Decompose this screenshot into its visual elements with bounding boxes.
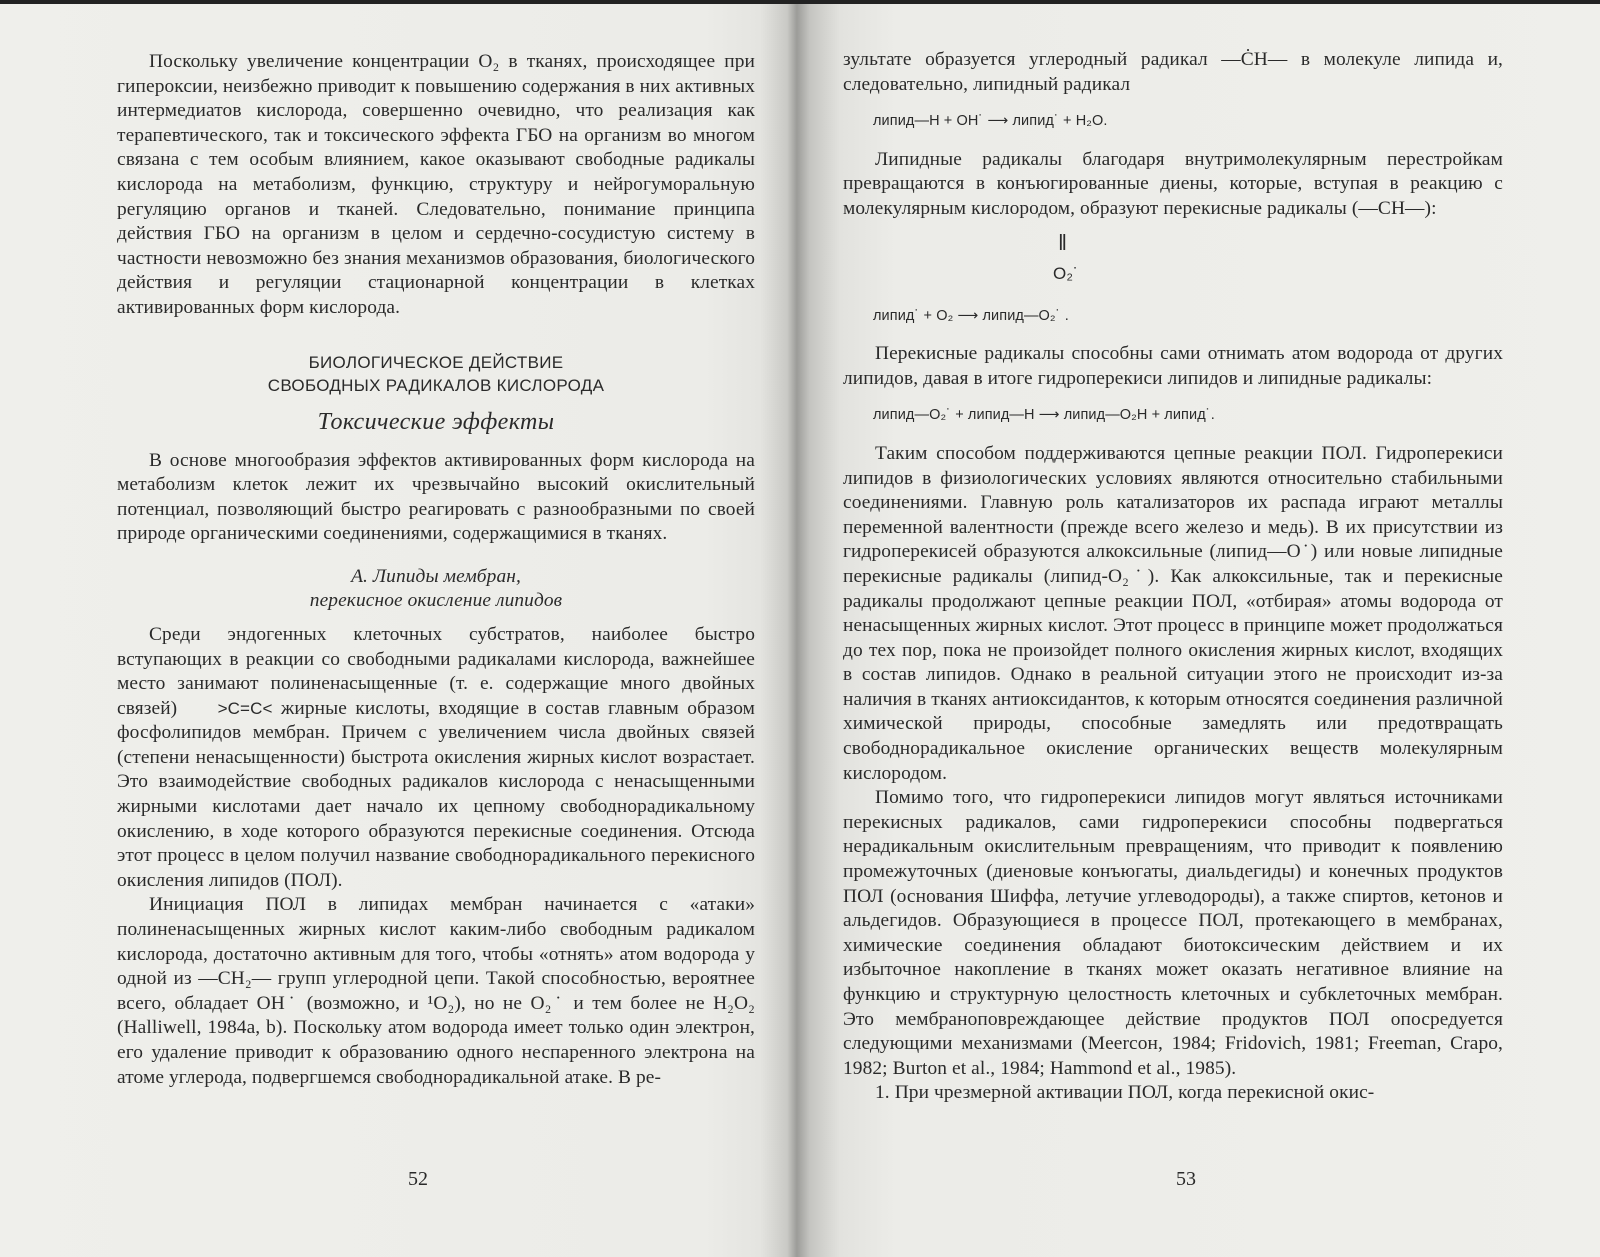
- double-bond-formula: >C=C<: [217, 698, 273, 718]
- right-page: [843, 48, 1503, 1106]
- section-heading-line: БИОЛОГИЧЕСКОЕ ДЕЙСТВИЕ: [308, 352, 564, 372]
- left-page: [117, 50, 755, 1090]
- paragraph: В основе многообразия эффектов активированных форм кислорода на метаболизм клеток лежит их чрезвычайно высокий окислительный потенциал, позволяющий быстро реагировать с разнообразными по своей природе органическими соединениями, содержащимися в тканях.: [117, 449, 755, 545]
- paragraph: Поскольку увеличение концентрации O₂ в тканях, происходящее при гипероксии, неизбежно приводит к повышению содержания в них активных интермедиатов кислорода, совершенно очевидно, что реализация как терапевтического, так и токсического эффекта ГБО на организм во многом связана с тем особым влиянием, какое оказывают свободные радикалы кислорода на метаболизм, функцию, структуру и нейрогуморальную регуляцию органов и тканей. Следовательно, понимание принципа действия ГБО на организм в целом и сердечно-сосудистую систему в частности невозможно без знания механизмов образования, биологического действия и регуляции стационарной концентрации в клетках активированных форм кислорода.: [117, 51, 755, 318]
- subsection-heading-line: перекисное окисление липидов: [309, 589, 563, 611]
- page-number: 52: [408, 1168, 428, 1190]
- equation: липид—H + OH˙ ⟶ липид˙ + H₂O.: [873, 113, 1108, 130]
- paragraph: Липидные радикалы благодаря внутримолекулярным перестройкам превращаются в конъюгированные диены, которые, вступая в реакцию с молекулярным кислородом, образуют перекисные радикалы (—CH—):: [843, 148, 1503, 219]
- paragraph-text: жирные кислоты, входящие в состав главным образом фосфолипидов мембран. Причем с увеличением числа двойных связей (степени ненасыщенности) быстрота окисления жирных кислот возрастает. Это взаимодействие свободных радикалов кислорода с ненасыщенными жирными кислотами дает начало их цепному свободнорадикальному окислению, в ходе которого образуются перекисные соединения. Отсюда этот процесс в целом получил название свободнорадикального перекисного окисления липидов (ПОЛ).: [117, 697, 755, 891]
- subsection-title: Токсические эффекты: [317, 408, 555, 435]
- section-heading-line: СВОБОДНЫХ РАДИКАЛОВ КИСЛОРОДА: [267, 375, 605, 395]
- paragraph: Таким способом поддерживаются цепные реакции ПОЛ. Гидроперекиси липидов в физиологических условиях являются относительно стабильными соединениями. Главную роль катализаторов их распада играют металлы переменной валентности (прежде всего железо и медь). В их присутствии из гидроперекисей образуются алкоксильные (липид—O˙) или новые липидные перекисные радикалы (липид-O₂˙). Как алкоксильные, так и перекисные радикалы продолжают цепные реакции ПОЛ, «отбирая» атомы водорода от ненасыщенных жирных кислот. Этот процесс в принципе может продолжаться до тех пор, пока не произойдет полного окисления жирных кислот, входящих в состав липидов. Однако в реальной ситуации этого не происходит из-за наличия в тканях антиоксидантов, к которым относятся соединения различной химической природы, способные замедлять или предотвращать свободнорадикальное окисление органических веществ молекулярным кислородом.: [843, 442, 1503, 784]
- peroxy-radical-formula: [843, 224, 1503, 292]
- page-number: 53: [1176, 1168, 1196, 1190]
- equation: липид—O₂˙ + липид—H ⟶ липид—O₂H + липид˙.: [873, 407, 1215, 424]
- subsection-heading-line: А. Липиды мембран,: [351, 565, 521, 587]
- section-heading: [117, 351, 755, 397]
- paragraph: Перекисные радикалы способны сами отнимать атом водорода от других липидов, давая в итоге гидроперекиси липидов и липидные радикалы:: [843, 343, 1503, 389]
- formula-o2: O₂˙: [1053, 263, 1079, 283]
- paragraph: Инициация ПОЛ в липидах мембран начинается с «атаки» полиненасыщенных жирных кислот каким-либо свободным радикалом кислорода, достаточно активным для того, чтобы «отнять» атом водорода у одной из —CH₂— групп углеродной цепи. Такой способностью, вероятнее всего, обладает OH˙ (возможно, и ¹O₂), но не O₂˙ и тем более не H₂O₂ (Halliwell, 1984a, b). Поскольку атом водорода имеет только один электрон, его удаление приводит к образованию одного неспаренного электрона на атоме углерода, подвергшемся свободнорадикальной атаке. В ре-: [117, 894, 755, 1088]
- paragraph: зультате образуется углеродный радикал —ĊH— в молекуле липида и, следовательно, липидный радикал: [843, 49, 1503, 95]
- subsection-heading: [117, 565, 755, 613]
- scan-top-edge: [0, 0, 1600, 4]
- equation: липид˙ + O₂ ⟶ липид—O₂˙ .: [873, 307, 1069, 324]
- paragraph: [117, 623, 755, 894]
- paragraph: 1. При чрезмерной активации ПОЛ, когда перекисной окис-: [875, 1082, 1375, 1104]
- double-bond-mark: ‖: [1058, 229, 1068, 255]
- paragraph-text: Среди эндогенных клеточных субстратов, наиболее быстро вступающих в реакции со свободными радикалами кислорода, важнейшее место занимают полиненасыщенные (т. е. содержащие много двойных связей): [117, 623, 755, 719]
- paragraph: Помимо того, что гидроперекиси липидов могут являться источниками перекисных радикалов, сами гидроперекиси способны подвергаться нерадикальным окислительным превращениям, что приводит к появлению промежуточных (диеновые конъюгаты, диальдегиды) и конечных продуктов ПОЛ (основания Шиффа, летучие углеводороды), а также спиртов, кетонов и альдегидов. Образующиеся в процессе ПОЛ, протекающего в мембранах, химические соединения обладают биотоксическим действием и их избыточное накопление в тканях может оказать негативное влияние на функцию и структурную целостность клеточных и субклеточных мембран. Это мембраноповреждающее действие продуктов ПОЛ опосредуется следующими механизмами (Meerсон, 1984; Fridovich, 1981; Freeman, Crapo, 1982; Burton et al., 1984; Hammond et al., 1985).: [843, 787, 1503, 1079]
